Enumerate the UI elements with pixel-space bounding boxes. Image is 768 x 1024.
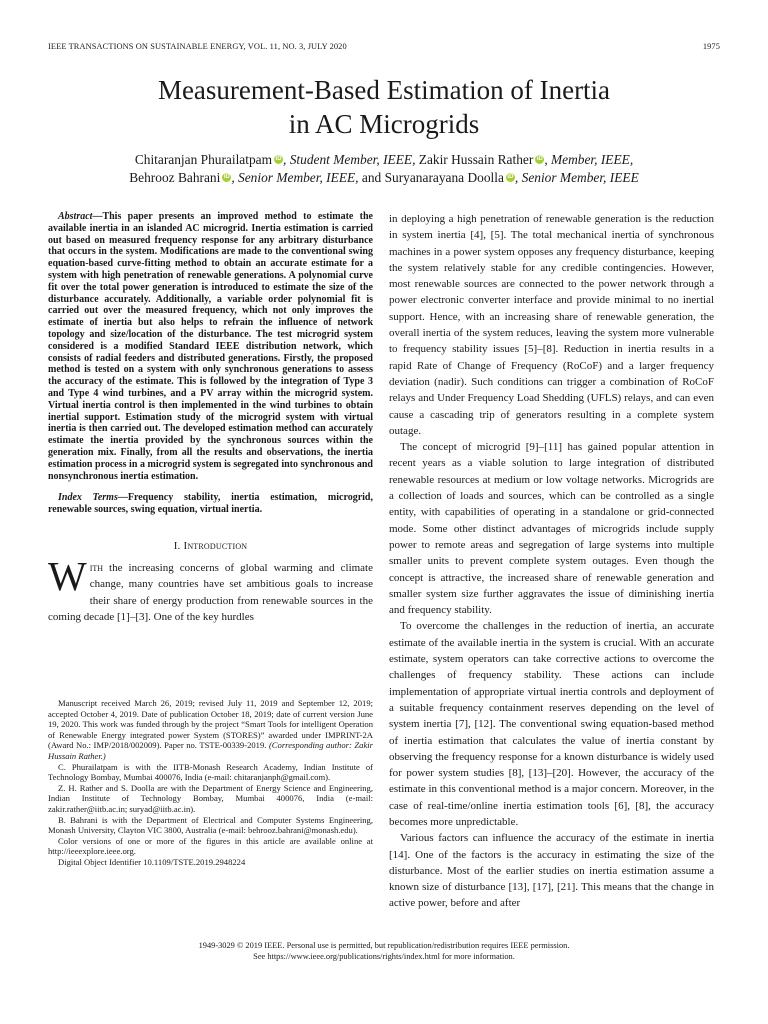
footnote-doi: Digital Object Identifier 10.1109/TSTE.2019.2948224 [58, 856, 246, 867]
author-membership: , Senior Member, IEEE, [231, 170, 359, 185]
author-line-1 [48, 151, 720, 169]
author-block [48, 151, 720, 187]
title-line-1: Measurement-Based Estimation of Inertia [157, 75, 611, 105]
author-name: Zakir Hussain Rather [415, 152, 534, 167]
footnote-manuscript [48, 698, 373, 762]
intro-text: the increasing concerns of global warming and climate change, many countries have set ambitious goals to increase their share of energy production from renewable sources in the coming decade [1]–[3]. One of the key hurdles [48, 561, 373, 623]
footnotes [48, 698, 373, 868]
footnote-affiliation: C. Phurailatpam is with the IITB-Monash Research Academy, Indian Institute of Technology Bombay, Mumbai 400076, India (e-mail: chitaranjanph@gmail.com). [48, 761, 373, 783]
section-title: Introduction [183, 539, 248, 552]
footnote-affiliation: B. Bahrani is with the Department of Electrical and Computer Systems Engineering, Monash University, Clayton VIC 3800, Australia (e-mail: behrooz.bahrani@monash.edu). [48, 814, 373, 836]
corresponding-author: (Corresponding author: Zakir Hussain Rather.) [48, 740, 373, 761]
intro-paragraph [48, 552, 373, 625]
index-terms-text: —Frequency stability, inertia estimation, microgrid, renewable sources, swing equation, virtual inertia. [48, 492, 373, 516]
page-number: 1975 [702, 42, 720, 51]
drop-cap: W [48, 552, 87, 599]
abstract-label: Abstract [58, 211, 93, 222]
orcid-icon[interactable]: iD [223, 174, 230, 180]
section-heading-introduction [48, 540, 373, 552]
footnote-color-versions: Color versions of one or more of the figures in this article are available online at http://ieeexplore.ieee.org. [48, 835, 373, 857]
body-paragraph: To overcome the challenges in the reduction of inertia, an accurate estimate of the available inertia in the system is crucial. With an accurate estimate, system operators can take corrective actions to overcome the challenges of frequency stability. These actions can include implementation of appropriate virtual inertia controls and deployment of a suitable frequency containment reserves depending on the level of system inertia [7], [12]. The conventional swing equation-based method of inertia estimation that calculates the value of inertia constant by observing the frequency response for a known disturbance is widely used for power system studies [8], [13]–[20]. However, the accuracy of the estimate in this conventional method is a major concern. Moreover, in the case of real-time/online inertia estimation tools [6], [8], the accuracy becomes more unpredictable. [389, 620, 714, 828]
running-header [48, 42, 720, 56]
title-line-2: in AC Microgrids [288, 109, 480, 139]
abstract-text: —This paper presents an improved method to estimate the available inertia in an islanded AC microgrid. Inertia estimation is carried out based on measured frequency response for any arbitrary disturbance that occurs in the system. Modifications are made to the conventional swing equation-based curve-fitting method to obtain an accurate estimate for a system with high penetration of renewable generations. A polynomial curve fit over the total power generation is introduced to estimate the size of the disturbance accurately. Additionally, a variable order polynomial fit is carried out over the measured frequency, which not only improves the estimate of inertia but also helps to refrain the influence of network topology and size/location of the disturbance. The test microgrid system considered is a modified Standard IEEE distribution network, which consists of radial feeders and distributed generations. Firstly, the proposed method is tested on a system with only synchronous generations to assess the accuracy of the estimate. This is followed by the integration of Type 3 and Type 4 wind turbines, and a PV array within the microgrid system. Virtual inertia control is then implemented in the wind turbines to obtain inertial support. Estimation study of the microgrid system with virtual inertia is then carried out. The developed estimation method can accurately estimate the inertia provided by the synchronous sources within the generation mix. Finally, from all the results and observations, the inertia estimation process in a microgrid system is segregated into synchronous and nonsynchronous inertia estimation. [48, 211, 373, 482]
orcid-icon[interactable]: iD [536, 156, 543, 162]
author-membership: , Student Member, IEEE, [283, 152, 416, 167]
copyright-footer [48, 940, 720, 962]
right-column [389, 211, 714, 912]
author-name: Suryanarayana Doolla [384, 170, 504, 185]
copyright-line: 1949-3029 © 2019 IEEE. Personal use is permitted, but republication/redistribution requires IEEE permission. [198, 941, 570, 950]
author-name: Chitaranjan Phurailatpam [134, 152, 273, 167]
journal-name: IEEE TRANSACTIONS ON SUSTAINABLE ENERGY, VOL. 11, NO. 3, JULY 2020 [48, 42, 347, 51]
footnote-affiliation: Z. H. Rather and S. Doolla are with the Department of Energy Science and Engineering, Indian Institute of Technology Bombay, Mumbai 400076, India (e-mail: zakir.rather@iitb.ac.in; suryad@iitb.ac.in). [48, 782, 373, 814]
author-membership: , Senior Member, IEEE [514, 170, 639, 185]
rights-link-line: See https://www.ieee.org/publications/rights/index.html for more information. [253, 952, 515, 961]
author-line-2 [48, 169, 720, 187]
author-membership: , Member, IEEE, [544, 152, 634, 167]
abstract [48, 211, 373, 482]
intro-caps: ith [89, 561, 104, 574]
index-terms-label: Index Terms [58, 492, 118, 504]
footnote-text: Manuscript received March 26, 2019; revised July 11, 2019 and September 12, 2019; accepted October 4, 2019. Date of publication October 18, 2019; date of current version June 19, 2020. This work was funded through by the project “Smart Tools for intelligent Operation of Renewable Energy integrated power System (STORES)” awarded under IMPRINT-2A (Award No.: IMP/2018/002009). Paper no. TSTE-00339-2019. [48, 698, 373, 751]
section-numeral: I. [173, 539, 184, 552]
orcid-icon[interactable]: iD [507, 174, 514, 180]
author-conjunction: and [358, 170, 385, 185]
body-paragraph: The concept of microgrid [9]–[11] has gained popular attention in recent years as a viable solution to large integration of distributed renewable resources at medium or low voltage networks. Microgrids are a collection of loads and sources, which can be controlled as a single entity, with capabilities of operating in a standalone or grid-connected mode. Some other distinct advantages of microgrids include supply power to remote areas and segregation of large systems into multiple smaller units to prevent complete system outages. Even though the concept is attractive, the increased share of renewable generation and smaller system size further aggravates the issue of diminishing inertia and frequency stability. [389, 441, 714, 617]
left-column [48, 211, 373, 625]
body-paragraph: Various factors can influence the accuracy of the estimate in inertia [14]. One of the factors is the accuracy in estimating the size of the disturbance. Most of the earlier studies on inertia estimation assume a known size of disturbance [13], [17], [21]. This means that the change in active power, before and after [389, 832, 714, 910]
index-terms [48, 492, 373, 516]
orcid-icon[interactable]: iD [275, 156, 282, 162]
body-paragraph: in deploying a high penetration of renewable generation is the reduction in system inertia [4], [5]. The total mechanical inertia of synchronous machines in a power system opposes any frequency disturbance, keeping the system relatively stable for any credible contingencies. However, most renewable sources are connected to the power network through a power electronic converter interface and provide minimal to no inertial support. Hence, with an increasing share of renewable generation, the overall inertia of the system reduces, leaving the system more vulnerable to frequency stability issues [5]–[8]. Reduction in inertia results in a rapid Rate of Change of Frequency (RoCoF) and a larger frequency deviation (nadir). Such conditions can trigger a combination of RoCoF relays and Under Frequency Load Shedding (UFLS) relays, and can even cause a cascading trip of generators resulting in a complete system outage. [389, 213, 714, 437]
paper-title [48, 73, 720, 141]
author-name: Behrooz Bahrani [129, 170, 221, 185]
